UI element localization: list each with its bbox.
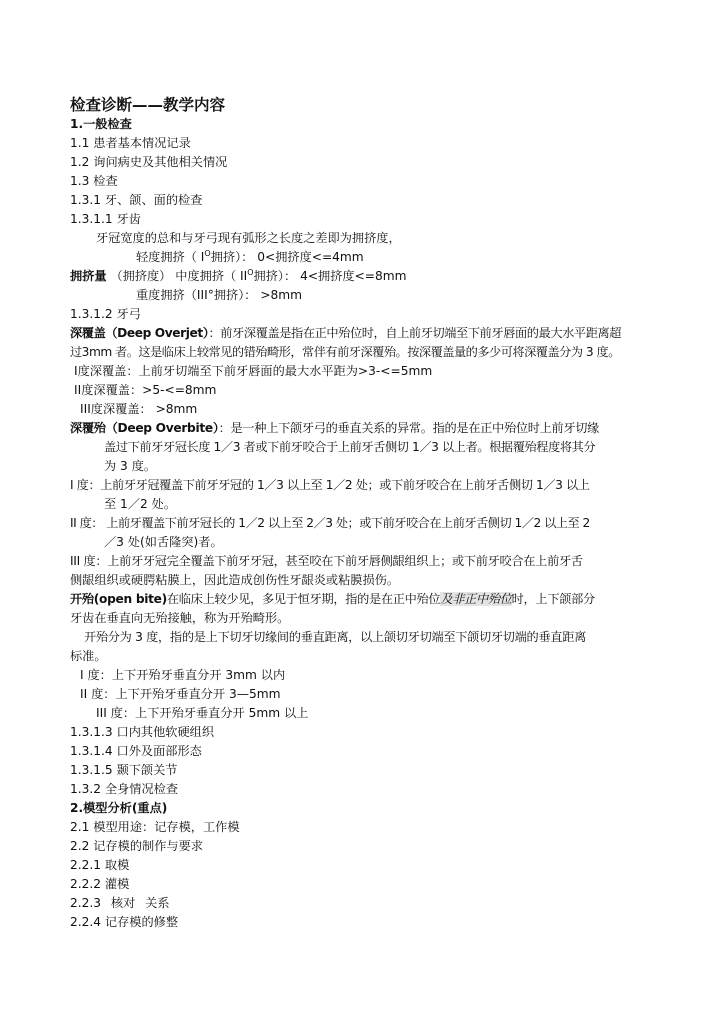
overjet-grade-2: II度深覆盖：>5-<=8mm: [74, 383, 217, 397]
crowding-mild-a: 轻度拥挤（ I: [136, 250, 205, 264]
openbite-highlight: 及非正中殆位: [440, 592, 512, 606]
line-1-2: 1.2 询问病史及其他相关情况: [70, 155, 228, 169]
line-2-2-2: 2.2.2 灌模: [70, 877, 130, 891]
line-1-3: 1.3 检查: [70, 174, 118, 188]
overbite-grade-1-line-2: 至 1／2 处。: [104, 497, 177, 511]
overjet-grade-1: I度深覆盖：上前牙切端至下前牙唇面的最大水平距为>3-<=5mm: [74, 364, 433, 378]
overbite-term: 深覆殆（Deep Overbite）: [70, 421, 219, 435]
overbite-definition-2: 盖过下前牙牙冠长度 1／3 者或下前牙咬合于上前牙舌侧切 1／3 以上者。根据覆殆程度将其分: [104, 440, 596, 454]
line-1-3-1-2: 1.3.1.2 牙弓: [70, 307, 141, 321]
openbite-grade-intro-1: 开殆分为 3 度，指的是上下切牙切缘间的垂直距离，以上颌切牙切端至下颌切牙切端的垂直距离: [84, 630, 586, 644]
line-2-2-3: 2.2.3 核对 关系: [70, 896, 170, 910]
line-1-3-1-4: 1.3.1.4 口外及面部形态: [70, 744, 202, 758]
overjet-definition-2: 过3mm 者。这是临床上较常见的错殆畸形，常伴有前牙深覆殆。按深覆盖量的多少可将深覆盖分为 3 度。: [70, 345, 620, 359]
crowding-definition: 牙冠宽度的总和与牙弓现有弧形之长度之差即为拥挤度，: [96, 231, 401, 245]
overjet-def-1: ：前牙深覆盖是指在正中殆位时，自上前牙切端至下前牙唇面的最大水平距离超: [208, 326, 622, 340]
crowding-severe: 重度拥挤（III°拥挤）： >8mm: [136, 288, 303, 302]
overbite-grade-2-line-1: II 度： 上前牙覆盖下前牙冠长的 1／2 以上至 2／3 处；或下前牙咬合在上前牙舌侧切 1／2 以上至 2: [70, 516, 590, 530]
line-2-2-4: 2.2.4 记存模的修整: [70, 915, 179, 929]
crowding-medium: [70, 268, 407, 285]
overbite-grade-2-line-2: ／3 处(如舌隆突)者。: [104, 535, 223, 549]
openbite-definition-2: 牙齿在垂直向无殆接触，称为开殆畸形。: [70, 611, 290, 625]
line-1-3-1: 1.3.1 牙、颌、面的检查: [70, 193, 203, 207]
openbite-def-1b: 时，上下颌部分: [511, 592, 595, 606]
overbite-grade-1-line-1: I 度：上前牙牙冠覆盖下前牙牙冠的 1／3 以上至 1／2 处；或下前牙咬合在上前牙舌侧切 1／3 以上: [70, 478, 590, 492]
line-2-2: 2.2 记存模的制作与要求: [70, 839, 203, 853]
openbite-grade-1: I 度：上下开殆牙垂直分开 3mm 以内: [80, 668, 286, 682]
overbite-definition-3: 为 3 度。: [104, 459, 157, 473]
openbite-def-1a: 在临床上较少见，多见于恒牙期，指的是在正中殆位: [166, 592, 441, 606]
line-1-3-1-1: 1.3.1.1 牙齿: [70, 212, 141, 226]
page-title: 检查诊断——教学内容: [70, 96, 226, 114]
overjet-term: 深覆盖（Deep Overjet）: [70, 326, 209, 340]
crowding-mild-degree: O: [204, 249, 211, 258]
crowding-mid-degree: O: [247, 268, 254, 277]
openbite-grade-2: II 度：上下开殆牙垂直分开 3—5mm: [80, 687, 281, 701]
openbite-grade-intro-2: 标准。: [70, 649, 107, 663]
overbite-definition-1: [70, 420, 599, 437]
crowding-mid-b: 拥挤）： 4<拥挤度<=8mm: [253, 269, 407, 283]
overjet-grade-3: III度深覆盖： >8mm: [80, 402, 198, 416]
crowding-mild: [136, 249, 364, 266]
overjet-definition-1: [70, 325, 621, 342]
line-1-3-1-5: 1.3.1.5 颞下颌关节: [70, 763, 178, 777]
line-1-3-2: 1.3.2 全身情况检查: [70, 782, 179, 796]
openbite-term: 开殆(open bite): [70, 592, 167, 606]
openbite-grade-3: III 度：上下开殆牙垂直分开 5mm 以上: [96, 706, 309, 720]
crowding-mid-a: （拥挤度） 中度拥挤（ II: [110, 269, 248, 283]
line-2-2-1: 2.2.1 取模: [70, 858, 130, 872]
overbite-grade-3-line-2: 侧龈组织或硬腭粘膜上，因此造成创伤性牙龈炎或粘膜损伤。: [70, 573, 400, 587]
crowding-label: 拥挤量: [70, 269, 107, 283]
overbite-grade-3-line-1: III 度：上前牙牙冠完全覆盖下前牙牙冠，甚至咬在下前牙唇侧龈组织上；或下前牙咬合在上前牙舌: [70, 554, 583, 568]
heading-general-exam: 1.一般检查: [70, 117, 132, 131]
crowding-mild-b: 拥挤）： 0<拥挤度<=4mm: [210, 250, 364, 264]
line-2-1: 2.1 模型用途：记存模，工作模: [70, 820, 240, 834]
openbite-definition-1: [70, 591, 595, 608]
line-1-1: 1.1 患者基本情况记录: [70, 136, 191, 150]
heading-model-analysis: 2.模型分析(重点): [70, 801, 168, 815]
overbite-def-1: ：是一种上下颌牙弓的垂直关系的异常。指的是在正中殆位时上前牙切缘: [218, 421, 600, 435]
line-1-3-1-3: 1.3.1.3 口内其他软硬组织: [70, 725, 215, 739]
